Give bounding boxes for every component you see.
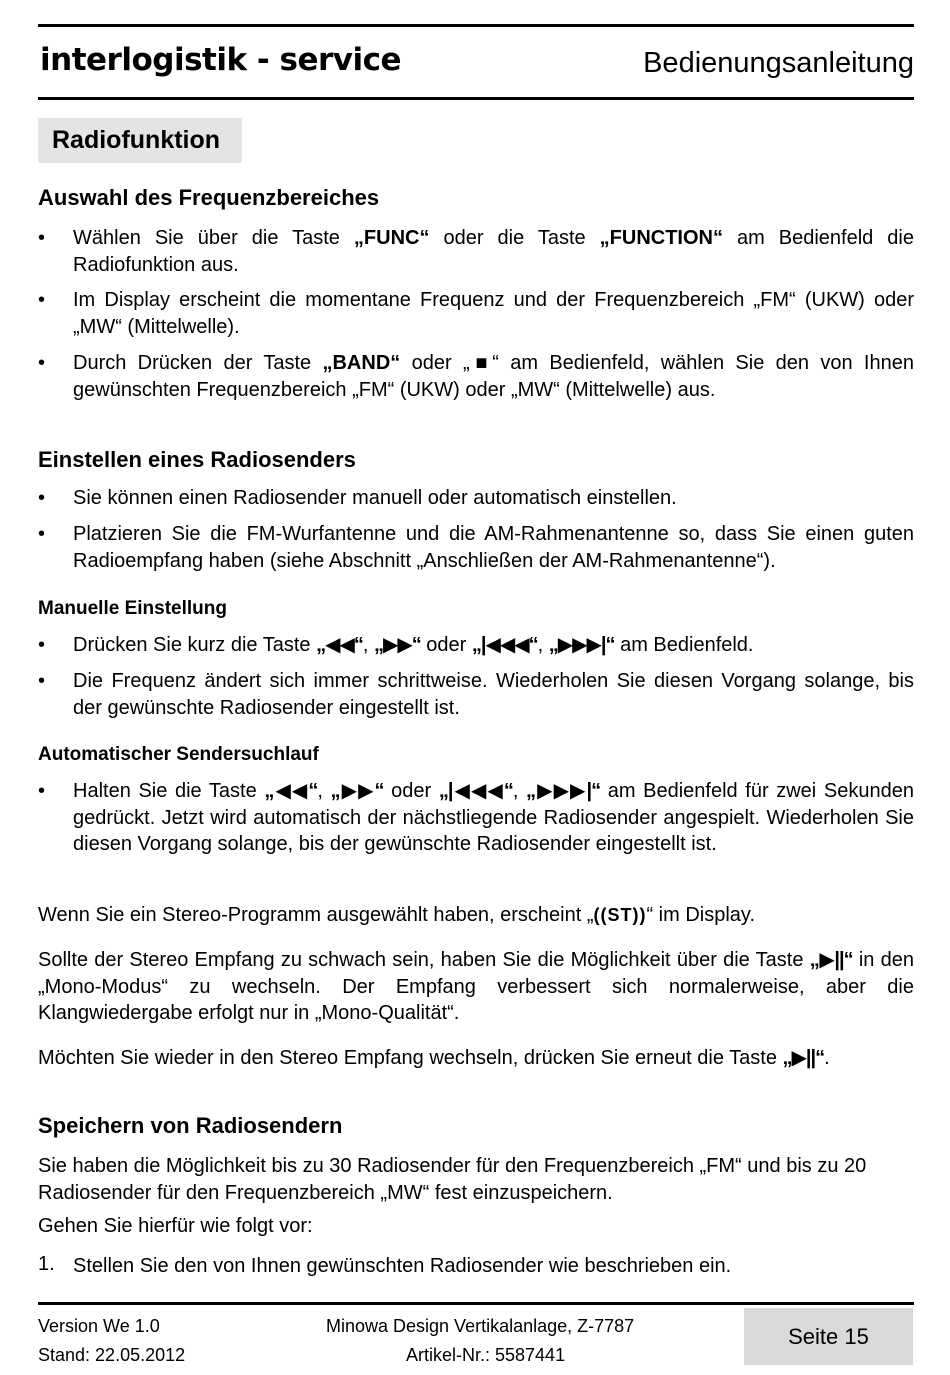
rewind-symbol: „◀◀“ xyxy=(264,780,318,802)
skip-back-symbol: „|◀◀◀“ xyxy=(438,780,513,802)
skip-forward-symbol: „▶▶▶|“ xyxy=(548,634,615,656)
play-pause-symbol: „▶||“ xyxy=(782,1047,825,1069)
store-paragraph-2: Gehen Sie hierfür wie folgt vor: xyxy=(38,1215,313,1237)
store-paragraph-1: Sie haben die Möglichkeit bis zu 30 Radiosender für den Frequenzbereich „FM“ und bis zu 20 Radiosender für den Frequenzbereich „MW“ fest einzuspeichern. xyxy=(38,1155,867,1204)
play-pause-symbol: „▶||“ xyxy=(809,949,853,971)
freq-bullet-1: Wählen Sie über die Taste „FUNC“ oder die Taste „FUNCTION“ am Bedienfeld die Radiofunktion aus. xyxy=(73,227,914,276)
heading-manual: Manuelle Einstellung xyxy=(38,598,227,619)
heading-tuning: Einstellen eines Radiosenders xyxy=(38,447,356,472)
stereo-indicator-icon: ((ST)) xyxy=(593,905,647,925)
stereo-paragraph-3: Möchten Sie wieder in den Stereo Empfang wechseln, drücken Sie erneut die Taste „▶||“. xyxy=(38,1047,830,1069)
step-number: 1. xyxy=(38,1253,55,1275)
bullet-dot: • xyxy=(38,780,46,802)
skip-forward-symbol: „▶▶▶|“ xyxy=(526,780,601,802)
document-title: Bedienungsanleitung xyxy=(643,47,914,79)
page-number: Seite 15 xyxy=(788,1324,869,1349)
bullet-dot: • xyxy=(38,523,46,545)
rewind-symbol: „◀◀“ xyxy=(316,634,363,656)
heading-frequency: Auswahl des Frequenzbereiches xyxy=(38,185,380,210)
tune-bullet-1: Sie können einen Radiosender manuell oder automatisch einstellen. xyxy=(73,487,677,509)
footer-product: Minowa Design Vertikalanlage, Z-7787 xyxy=(326,1316,635,1336)
bullet-dot: • xyxy=(38,352,46,374)
bullet-dot: • xyxy=(38,289,46,311)
store-step-1: Stellen Sie den von Ihnen gewünschten Radiosender wie beschrieben ein. xyxy=(73,1255,732,1277)
bullet-dot: • xyxy=(38,670,46,692)
bullet-dot: • xyxy=(38,487,46,509)
fast-forward-symbol: „▶▶“ xyxy=(330,780,384,802)
footer-rule xyxy=(38,1302,914,1305)
stereo-paragraph-1: Wenn Sie ein Stereo-Programm ausgewählt haben, erscheint „((ST))“ im Display. xyxy=(38,902,914,929)
heading-store: Speichern von Radiosendern xyxy=(38,1113,343,1138)
manual-bullet-1: Drücken Sie kurz die Taste „◀◀“, „▶▶“ oder „|◀◀◀“, „▶▶▶|“ am Bedienfeld. xyxy=(73,634,754,656)
fast-forward-symbol: „▶▶“ xyxy=(373,634,421,656)
auto-bullet-1: Halten Sie die Taste „◀◀“, „▶▶“ oder „|◀◀◀“, „▶▶▶|“ am Bedienfeld für zwei Sekunden gedrückt. Jetzt wird automatisch der nächstliegende Radiosender angespielt. Wiederholen Sie diesen Vorgang solange, bis der gewünschte Radiosender eingestellt ist. xyxy=(73,780,914,855)
manual-bullet-2: Die Frequenz ändert sich immer schrittweise. Wiederholen Sie diesen Vorgang solange, bis der gewünschte Radiosender eingestellt ist. xyxy=(73,670,914,719)
skip-back-symbol: „|◀◀◀“ xyxy=(471,634,538,656)
section-title: Radiofunktion xyxy=(52,126,221,154)
stop-symbol: ■ xyxy=(469,352,493,374)
stereo-paragraph-2: Sollte der Stereo Empfang zu schwach sein, haben Sie die Möglichkeit über die Taste „▶||“ in den „Mono-Modus“ zu wechseln. Der Empfang verbessert sich normalerweise, aber die Klangwiedergabe erfolgt nur in „Mono-Qualität“. xyxy=(38,949,914,1024)
tune-bullet-2: Platzieren Sie die FM-Wurfantenne und die AM-Rahmenantenne so, dass Sie einen guten Radioempfang haben (siehe Abschnitt „Anschließen der AM-Rahmenantenne“). xyxy=(73,523,914,572)
heading-auto: Automatischer Sendersuchlauf xyxy=(38,744,319,765)
footer-version: Version We 1.0 xyxy=(38,1316,160,1336)
header-top-rule xyxy=(38,24,914,27)
bullet-dot: • xyxy=(38,634,46,656)
bullet-dot: • xyxy=(38,227,46,249)
footer-date: Stand: 22.05.2012 xyxy=(38,1345,186,1365)
header-bottom-rule xyxy=(38,97,914,100)
footer-article: Artikel-Nr.: 5587441 xyxy=(406,1345,566,1365)
freq-bullet-3: Durch Drücken der Taste „BAND“ oder „■“ am Bedienfeld, wählen Sie den von Ihnen gewünschten Frequenzbereich „FM“ (UKW) oder „MW“ (Mittelwelle) aus. xyxy=(73,352,914,401)
brand-logo: interlogistik - service xyxy=(40,42,402,78)
freq-bullet-2: Im Display erscheint die momentane Frequenz und der Frequenzbereich „FM“ (UKW) oder „MW“ (Mittelwelle). xyxy=(73,289,914,338)
